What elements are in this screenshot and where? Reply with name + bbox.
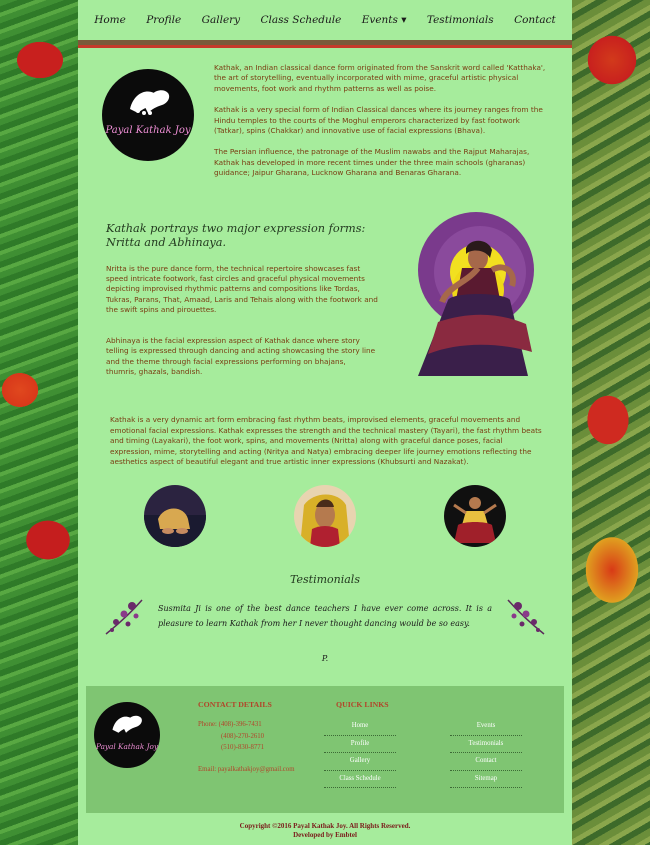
footer <box>86 686 564 813</box>
phone-2[interactable]: (408)-270-2610 <box>221 732 265 740</box>
email-link[interactable]: payalkathakjoy@gmail.com <box>217 765 295 773</box>
intro-paragraph-1: Kathak, an Indian classical dance form originated from the Sanskrit word called 'Katthaka', the art of storytelling, eventually incorporated with mime, graceful artistic physical movements, foot work and rhythm patterns as well as poise. <box>214 63 546 93</box>
footer-logo[interactable] <box>94 702 160 768</box>
footer-logo-text: Payal Kathak Joy <box>95 742 159 751</box>
nav-gallery[interactable]: Gallery <box>201 14 241 26</box>
gallery-image-feet[interactable] <box>144 485 206 547</box>
nav-profile[interactable]: Profile <box>146 14 182 26</box>
floral-ornament-left-icon <box>102 596 146 636</box>
testimonial-block <box>102 596 548 636</box>
forms-heading: Kathak portrays two major expression forms: Nritta and Abhinaya. <box>106 221 366 249</box>
footer-link-contact[interactable]: Contact <box>450 753 522 771</box>
left-background-foliage <box>0 0 78 845</box>
nav-class-schedule[interactable]: Class Schedule <box>260 14 342 26</box>
nav-contact[interactable]: Contact <box>514 14 556 26</box>
logo[interactable] <box>102 69 194 161</box>
main-nav <box>78 0 572 45</box>
footer-link-testimonials[interactable]: Testimonials <box>450 736 522 754</box>
testimonials-title: Testimonials <box>290 573 360 587</box>
copyright-text: Copyright ©2016 Payal Kathak Joy. All Rights Reserved. <box>239 822 411 830</box>
logo-text: Payal Kathak Joy <box>105 125 191 136</box>
phone-1[interactable]: (408)-396-7431 <box>218 721 262 728</box>
phone-label: Phone: <box>198 721 217 728</box>
dancing-feet-icon <box>108 710 144 736</box>
gallery-image-dancer-pose[interactable] <box>444 485 506 547</box>
footer-link-events[interactable]: Events <box>450 718 522 736</box>
email-label: Email: <box>198 765 217 773</box>
footer-link-sitemap[interactable]: Sitemap <box>450 771 522 789</box>
abhinaya-paragraph: Abhinaya is the facial expression aspect of Kathak dance where story telling is expressed through dancing and acting showcasing the story line and the theme through facial expressions performing on bhajans, thumris, ghazals, bandish. <box>106 335 376 376</box>
right-background-foliage <box>572 0 650 845</box>
quick-links-column-1 <box>324 718 396 788</box>
intro-paragraph-2: Kathak is a very special form of Indian Classical dances where its journey ranges from the Hindu temples to the courts of the Moghul emperors characterized by fast footwork (Tatkar), spins (Chakkar) and innovative use of facial expressions (Bhava). <box>214 105 543 136</box>
testimonial-author: P. <box>321 654 329 664</box>
intro-paragraph-3: The Persian influence, the patronage of the Muslim nawabs and the Rajput Maharajas, Kathak has developed in more recent times under the three main schools (gharanas) guidance; Jaipur Gharana, Lucknow Gharana and Benaras Gharana. <box>214 147 530 178</box>
nav-testimonials[interactable]: Testimonials <box>426 14 494 26</box>
floral-ornament-right-icon <box>504 596 548 636</box>
copyright <box>78 822 572 840</box>
dancing-feet-icon <box>124 83 172 117</box>
footer-link-home[interactable]: Home <box>324 718 396 736</box>
developed-by-text[interactable]: Developed by Embtel <box>293 831 357 839</box>
quick-links-heading: QUICK LINKS <box>336 700 389 709</box>
gallery-circles <box>102 485 548 547</box>
phone-3[interactable]: (510)-830-8771 <box>221 744 265 751</box>
contact-details <box>198 719 295 775</box>
testimonial-quote: Susmita Ji is one of the best dance teachers I have ever come across. It is a pleasure to learn Kathak from her I never thought dancing would be so easy. <box>158 604 492 629</box>
footer-link-class-schedule[interactable]: Class Schedule <box>324 771 396 789</box>
nritta-paragraph: Nritta is the pure dance form, the technical repertoire showcases fast speed intricate footwork, fast circles and graceful physical movements depicting improvised rhythmic patterns and compositions like Tordas, Tukras, Parans, That, Amaad, Laris and Tehais along with the footwork and the swift spins and pirouettes. <box>106 263 378 315</box>
intro-section <box>102 63 548 190</box>
gallery-image-dancer-face[interactable] <box>294 485 356 547</box>
intro-text <box>214 63 548 190</box>
nav-events[interactable]: Events ▾ <box>361 14 407 26</box>
footer-link-profile[interactable]: Profile <box>324 736 396 754</box>
page-container <box>78 0 572 845</box>
contact-details-heading: CONTACT DETAILS <box>198 700 272 709</box>
quick-links-column-2 <box>450 718 522 788</box>
footer-link-gallery[interactable]: Gallery <box>324 753 396 771</box>
nav-home[interactable]: Home <box>94 14 126 26</box>
expression-forms-section <box>102 202 548 398</box>
dynamic-art-paragraph: Kathak is a very dynamic art form embracing fast rhythm beats, improvised elements, graceful movements and emotional facial expressions. Kathak expresses the strength and the technical mastery (Tayari), the fast rhythm beats and timing (Layakari), the foot work, spins, and movements (Nritta) along with graceful dance poses, facial expression, mime, storytelling and acting (Nritya and Natya) embracing deeper life journey emotions reflecting the aesthetics aspect of beautiful elegant and true artistic inner expressions (Khubsurti and Nazakat). <box>110 415 542 466</box>
dancer-painting <box>408 202 548 376</box>
